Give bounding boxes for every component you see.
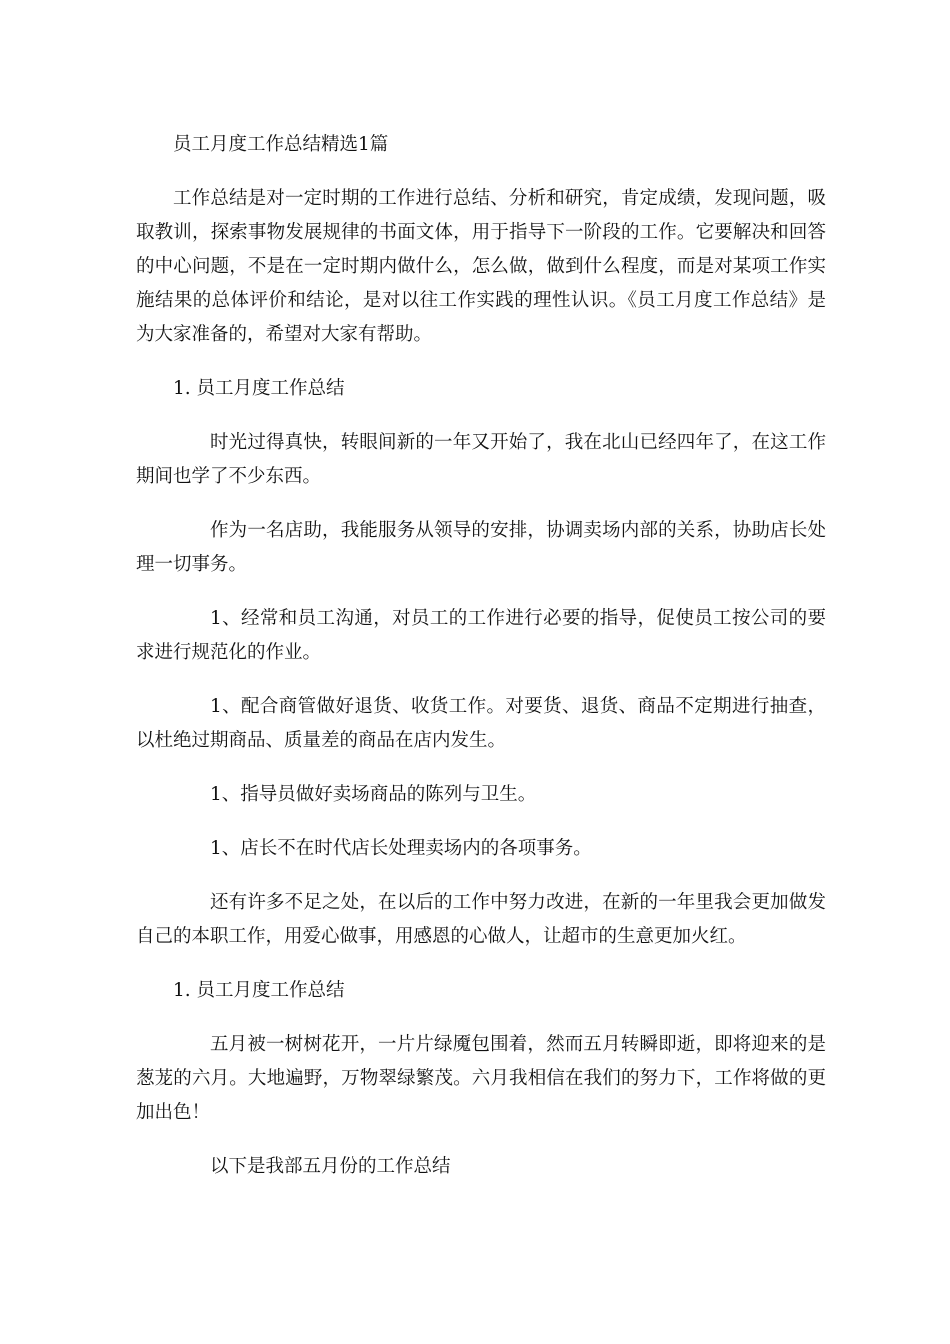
intro-paragraph: 工作总结是对一定时期的工作进行总结、分析和研究，肯定成绩，发现问题，吸取教训，探索事物发展规律的书面文体，用于指导下一阶段的工作。它要解决和回答的中心问题，不是在一定时期内做什么，怎么做，做到什么程度，而是对某项工作实施结果的总体评价和结论，是对以往工作实践的理性认识。《员工月度工作总结》是为大家准备的，希望对大家有帮助。 bbox=[136, 188, 826, 345]
list-item: 1、配合商管做好退货、收货工作。对要货、退货、商品不定期进行抽查，以杜绝过期商品、质量差的商品在店内发生。 bbox=[136, 696, 826, 751]
spacer bbox=[136, 866, 826, 886]
spacer bbox=[136, 758, 826, 778]
body-paragraph: 五月被一树树花开，一片片绿魇包围着，然而五月转瞬即逝，即将迎来的是葱茏的六月。大地遍野，万物翠绿繁茂。六月我相信在我们的努力下，工作将做的更加出色！ bbox=[136, 1034, 826, 1123]
spacer bbox=[136, 352, 826, 372]
body-paragraph: 还有许多不足之处，在以后的工作中努力改进，在新的一年里我会更加做发自己的本职工作，用爱心做事，用感恩的心做人，让超市的生意更加火红。 bbox=[136, 892, 826, 947]
body-paragraph: 以下是我部五月份的工作总结 bbox=[210, 1156, 451, 1177]
spacer bbox=[136, 812, 826, 832]
section-heading: 1. 员工月度工作总结 bbox=[173, 378, 345, 399]
spacer bbox=[136, 494, 826, 514]
section-heading: 1. 员工月度工作总结 bbox=[173, 980, 345, 1001]
list-item: 1、经常和员工沟通，对员工的工作进行必要的指导，促使员工按公司的要求进行规范化的作业。 bbox=[136, 608, 826, 663]
spacer bbox=[136, 1008, 826, 1028]
spacer bbox=[136, 954, 826, 974]
spacer bbox=[136, 1130, 826, 1150]
spacer bbox=[136, 670, 826, 690]
spacer bbox=[136, 162, 826, 182]
spacer bbox=[136, 406, 826, 426]
body-paragraph: 时光过得真快，转眼间新的一年又开始了，我在北山已经四年了，在这工作期间也学了不少东西。 bbox=[136, 432, 826, 487]
body-paragraph: 作为一名店助，我能服务从领导的安排，协调卖场内部的关系，协助店长处理一切事务。 bbox=[136, 520, 826, 575]
list-item: 1、指导员做好卖场商品的陈列与卫生。 bbox=[210, 784, 537, 805]
document-page bbox=[136, 128, 826, 1184]
document-title: 员工月度工作总结精选1篇 bbox=[173, 134, 389, 155]
list-item: 1、店长不在时代店长处理卖场内的各项事务。 bbox=[210, 838, 592, 859]
spacer bbox=[136, 582, 826, 602]
